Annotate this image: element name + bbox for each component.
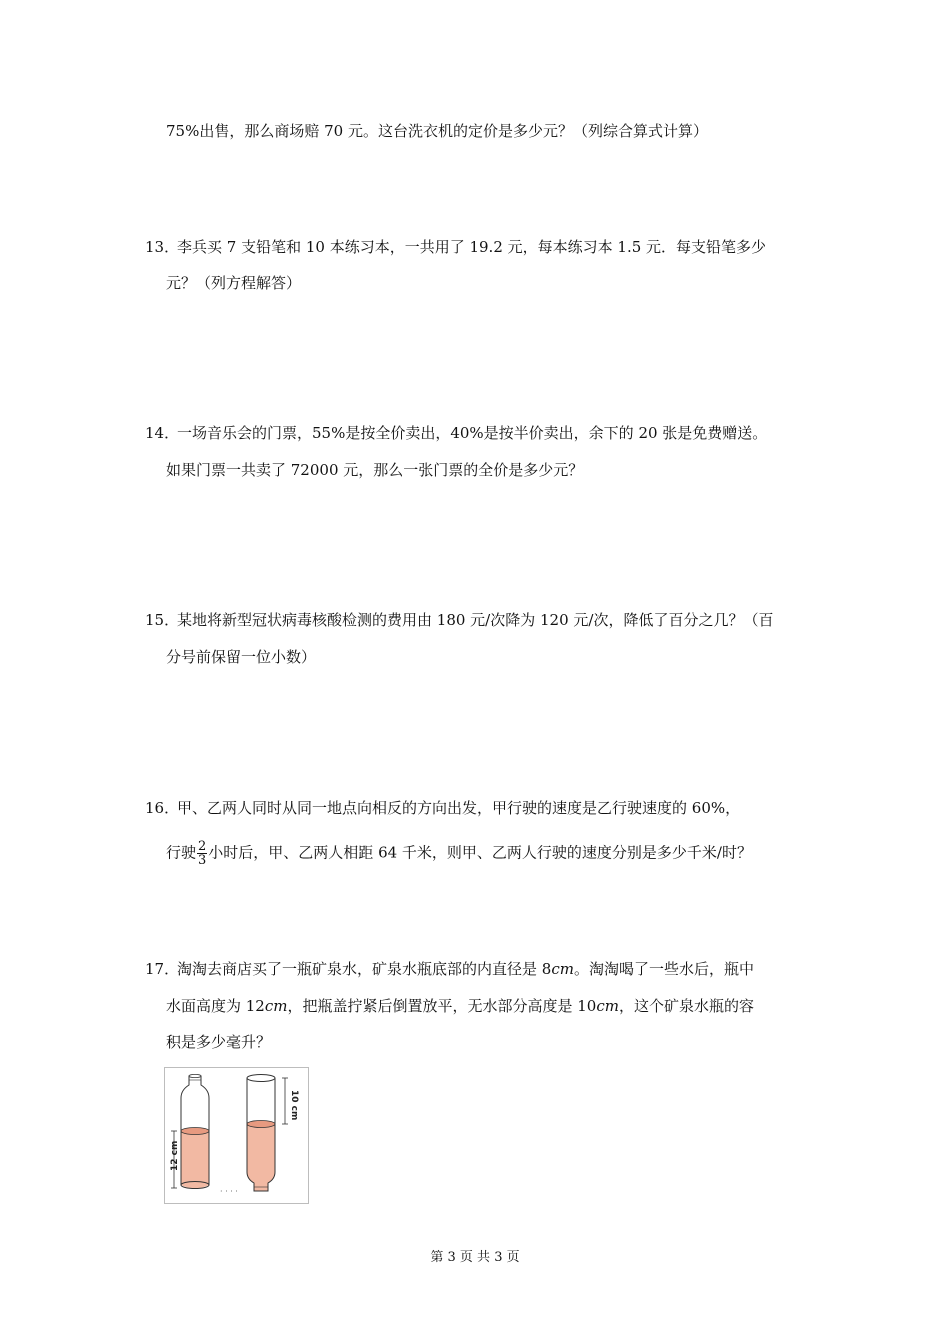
question-14-line-2: 如果门票一共卖了 72000 元，那么一张门票的全价是多少元？ [166, 461, 584, 479]
q12-continuation: 75%出售，那么商场赔 70 元。这台洗衣机的定价是多少元？（列综合算式计算） [166, 122, 708, 140]
unit-cm: cm [264, 997, 288, 1015]
question-13-line-1: 李兵买 7 支铅笔和 10 本练习本，一共用了 19.2 元，每本练习本 1.5 元．每支铅笔多少 [177, 238, 767, 256]
question-16-line-1: 甲、乙两人同时从同一地点向相反的方向出发，甲行驶的速度是乙行驶速度的 60%， [177, 799, 741, 817]
question-13-number: 13． [145, 238, 180, 256]
question-14-line-1: 一场音乐会的门票，55%是按全价卖出，40%是按半价卖出，余下的 20 张是免费赠送。 [177, 424, 768, 442]
q17-text-a: 淘淘去商店买了一瓶矿泉水，矿泉水瓶底部的内直径是 8 [177, 960, 552, 978]
question-14-number: 14． [145, 424, 180, 442]
bottle-figure [164, 1067, 309, 1204]
question-17-line-1 [177, 958, 754, 980]
question-16-line-2-suffix: 小时后，甲、乙两人相距 64 千米，则甲、乙两人行驶的速度分别是多少千米/时？ [208, 843, 752, 862]
upright-bottle [181, 1074, 209, 1188]
question-16-line-2-prefix: 行驶 [166, 843, 197, 862]
question-16-line-2 [166, 840, 752, 867]
fraction-denominator: 3 [198, 853, 207, 868]
height-12cm-marker [170, 1131, 180, 1188]
q17-text-c: 水面高度为 12 [166, 997, 265, 1015]
height-10cm-marker [282, 1078, 299, 1124]
fraction-numerator: 2 [198, 839, 207, 854]
question-15-line-1: 某地将新型冠状病毒核酸检测的费用由 180 元/次降为 120 元/次，降低了百分之几？（百 [177, 611, 774, 629]
q17-text-e: ，这个矿泉水瓶的容 [618, 997, 754, 1015]
question-16-number: 16． [145, 799, 180, 817]
inverted-bottle [247, 1075, 275, 1192]
question-13-line-2: 元？（列方程解答） [166, 274, 302, 292]
page-footer: 第 3 页 共 3 页 [430, 1250, 520, 1265]
unit-cm: cm [596, 997, 619, 1015]
fraction-two-thirds [197, 840, 207, 867]
label-10cm: 10 cm [289, 1090, 299, 1121]
q17-text-d: ，把瓶盖拧紧后倒置放平，无水部分高度是 10 [287, 997, 597, 1015]
question-17-number: 17． [145, 960, 180, 978]
question-17-line-3: 积是多少毫升？ [166, 1033, 272, 1051]
question-15-line-2: 分号前保留一位小数） [166, 648, 317, 666]
question-15-number: 15． [145, 611, 180, 629]
bottle-diagram [165, 1068, 308, 1203]
q17-text-b: 。淘淘喝了一些水后，瓶中 [573, 960, 754, 978]
unit-cm: cm [551, 960, 574, 978]
question-17-line-2 [166, 995, 754, 1017]
label-12cm: 12 cm [170, 1140, 180, 1171]
separator-dots: · · · · [220, 1187, 238, 1196]
